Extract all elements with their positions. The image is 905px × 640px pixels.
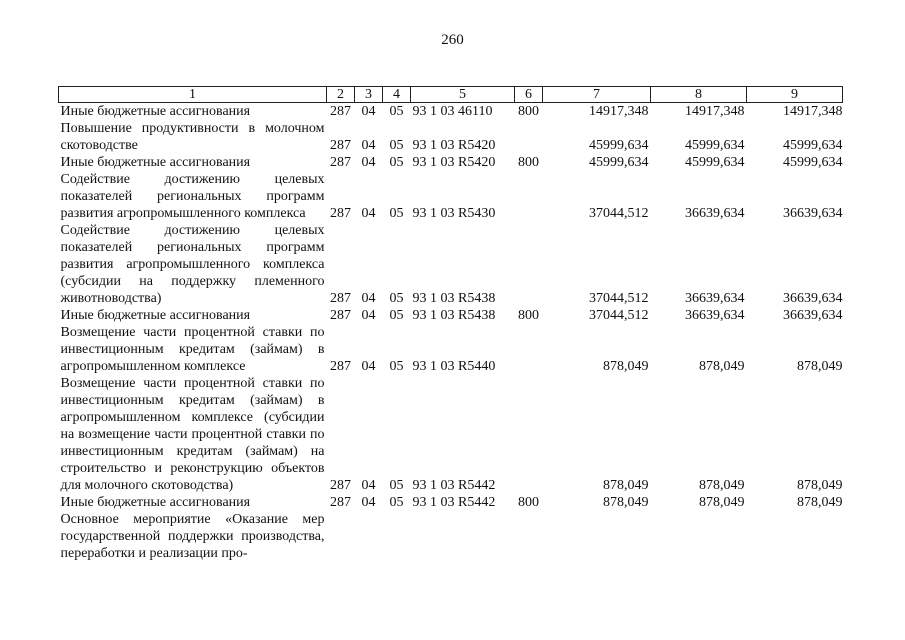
table-row [59, 324, 843, 375]
table-header [59, 87, 843, 103]
cell-target-article: 93 1 03 R5420 [412, 155, 496, 170]
cell-subsection: 05 [389, 138, 404, 153]
cell-amount-1: 45999,634 [589, 138, 649, 153]
cell-subsection: 05 [389, 359, 404, 374]
cell-expense-type [515, 222, 543, 307]
cell-amount-1: 45999,634 [589, 155, 649, 170]
cell-name: Иные бюджетные ассигнования [60, 104, 251, 119]
header-cell-amount-1: 7 [543, 87, 651, 103]
cell-subsection: 05 [389, 308, 404, 323]
cell-section: 04 [361, 308, 376, 323]
cell-target-article: 93 1 03 46110 [412, 104, 493, 119]
cell-name: Содействие достижению целевых показателей региональных программ развития агропромышленного комплекса [60, 172, 325, 221]
cell-adm: 287 [330, 138, 351, 153]
cell-section: 04 [361, 478, 376, 493]
cell-amount-3: 14917,348 [783, 104, 843, 119]
cell-amount-3: 45999,634 [783, 138, 843, 153]
cell-target-article: 93 1 03 R5438 [412, 291, 496, 306]
cell-name: Содействие достижению целевых показателей региональных программ развития агропромышленного комплекса (субсидии на поддержку племенного животноводства) [60, 223, 325, 306]
cell-section: 04 [361, 206, 376, 221]
cell-amount-1: 37044,512 [589, 308, 649, 323]
header-cell-subsection: 4 [383, 87, 411, 103]
cell-target-article: 93 1 03 R5420 [412, 138, 496, 153]
cell-amount-2: 878,049 [699, 495, 745, 510]
cell-expense-type: 800 [518, 104, 539, 119]
cell-subsection: 05 [389, 104, 404, 119]
cell-amount-2: 878,049 [699, 478, 745, 493]
cell-subsection: 05 [389, 291, 404, 306]
cell-section: 04 [361, 104, 376, 119]
table-row [59, 154, 843, 171]
cell-expense-type [515, 120, 543, 154]
cell-section [355, 511, 383, 562]
cell-expense-type: 800 [518, 308, 539, 323]
cell-target-article [411, 511, 515, 562]
cell-amount-3 [747, 511, 843, 562]
cell-adm: 287 [330, 308, 351, 323]
cell-name: Основное мероприятие «Оказание мер государственной поддержки производства, переработки и реализации про- [60, 512, 325, 561]
header-cell-adm: 2 [327, 87, 355, 103]
cell-amount-1: 878,049 [603, 359, 649, 374]
table-body [59, 103, 843, 563]
cell-section: 04 [361, 155, 376, 170]
cell-expense-type [515, 324, 543, 375]
table-row [59, 120, 843, 154]
page-number: 260 [441, 32, 464, 48]
table-row [59, 222, 843, 307]
header-cell-expense-type: 6 [515, 87, 543, 103]
cell-name: Иные бюджетные ассигнования [60, 155, 251, 170]
cell-amount-3: 45999,634 [783, 155, 843, 170]
table-row [59, 375, 843, 494]
cell-amount-2: 45999,634 [685, 138, 745, 153]
cell-adm [327, 511, 355, 562]
cell-name: Возмещение части процентной ставки по инвестиционным кредитам (займам) в агропромышленном комплексе (субсидии на возмещение части процентной ставки по инвестиционным кредитам (займам) на строительство и реконструкцию объектов для молочного скотоводства) [60, 376, 325, 493]
cell-target-article: 93 1 03 R5442 [412, 495, 496, 510]
cell-name: Иные бюджетные ассигнования [60, 308, 251, 323]
cell-amount-1: 37044,512 [589, 291, 649, 306]
cell-section: 04 [361, 359, 376, 374]
cell-amount-2: 45999,634 [685, 155, 745, 170]
header-cell-name: 1 [59, 87, 327, 103]
cell-amount-2: 36639,634 [685, 206, 745, 221]
cell-subsection: 05 [389, 478, 404, 493]
cell-expense-type [515, 375, 543, 494]
budget-table [58, 86, 843, 562]
header-cell-section: 3 [355, 87, 383, 103]
cell-subsection: 05 [389, 155, 404, 170]
cell-amount-3: 36639,634 [783, 206, 843, 221]
cell-subsection [383, 511, 411, 562]
cell-adm: 287 [330, 359, 351, 374]
cell-target-article: 93 1 03 R5438 [412, 308, 496, 323]
header-cell-target-article: 5 [411, 87, 515, 103]
cell-adm: 287 [330, 155, 351, 170]
cell-adm: 287 [330, 291, 351, 306]
cell-amount-2: 36639,634 [685, 308, 745, 323]
header-cell-amount-2: 8 [651, 87, 747, 103]
cell-expense-type: 800 [518, 155, 539, 170]
cell-target-article: 93 1 03 R5440 [412, 359, 496, 374]
cell-adm: 287 [330, 478, 351, 493]
cell-section: 04 [361, 291, 376, 306]
cell-amount-3: 878,049 [797, 495, 843, 510]
cell-subsection: 05 [389, 495, 404, 510]
cell-target-article: 93 1 03 R5430 [412, 206, 496, 221]
cell-expense-type [515, 171, 543, 222]
cell-amount-1: 878,049 [603, 478, 649, 493]
table-row [59, 494, 843, 511]
cell-target-article: 93 1 03 R5442 [412, 478, 496, 493]
cell-amount-2: 36639,634 [685, 291, 745, 306]
cell-amount-1: 37044,512 [589, 206, 649, 221]
cell-amount-2: 878,049 [699, 359, 745, 374]
table-row [59, 307, 843, 324]
cell-adm: 287 [330, 104, 351, 119]
table-row [59, 511, 843, 562]
cell-amount-1: 878,049 [603, 495, 649, 510]
cell-expense-type [515, 511, 543, 562]
cell-subsection: 05 [389, 206, 404, 221]
cell-amount-1: 14917,348 [589, 104, 649, 119]
cell-name: Повышение продуктивности в молочном скотоводстве [60, 121, 325, 153]
cell-amount-3: 36639,634 [783, 308, 843, 323]
table-row [59, 103, 843, 121]
cell-adm: 287 [330, 206, 351, 221]
cell-amount-2 [651, 511, 747, 562]
header-cell-amount-3: 9 [747, 87, 843, 103]
cell-amount-3: 878,049 [797, 359, 843, 374]
cell-amount-3: 36639,634 [783, 291, 843, 306]
cell-expense-type: 800 [518, 495, 539, 510]
header-row [59, 87, 843, 103]
cell-name: Возмещение части процентной ставки по инвестиционным кредитам (займам) в агропромышленном комплексе [60, 325, 325, 374]
cell-amount-1 [543, 511, 651, 562]
cell-amount-2: 14917,348 [685, 104, 745, 119]
cell-section: 04 [361, 138, 376, 153]
cell-name: Иные бюджетные ассигнования [60, 495, 251, 510]
cell-amount-3: 878,049 [797, 478, 843, 493]
table-row [59, 171, 843, 222]
cell-section: 04 [361, 495, 376, 510]
cell-adm: 287 [330, 495, 351, 510]
